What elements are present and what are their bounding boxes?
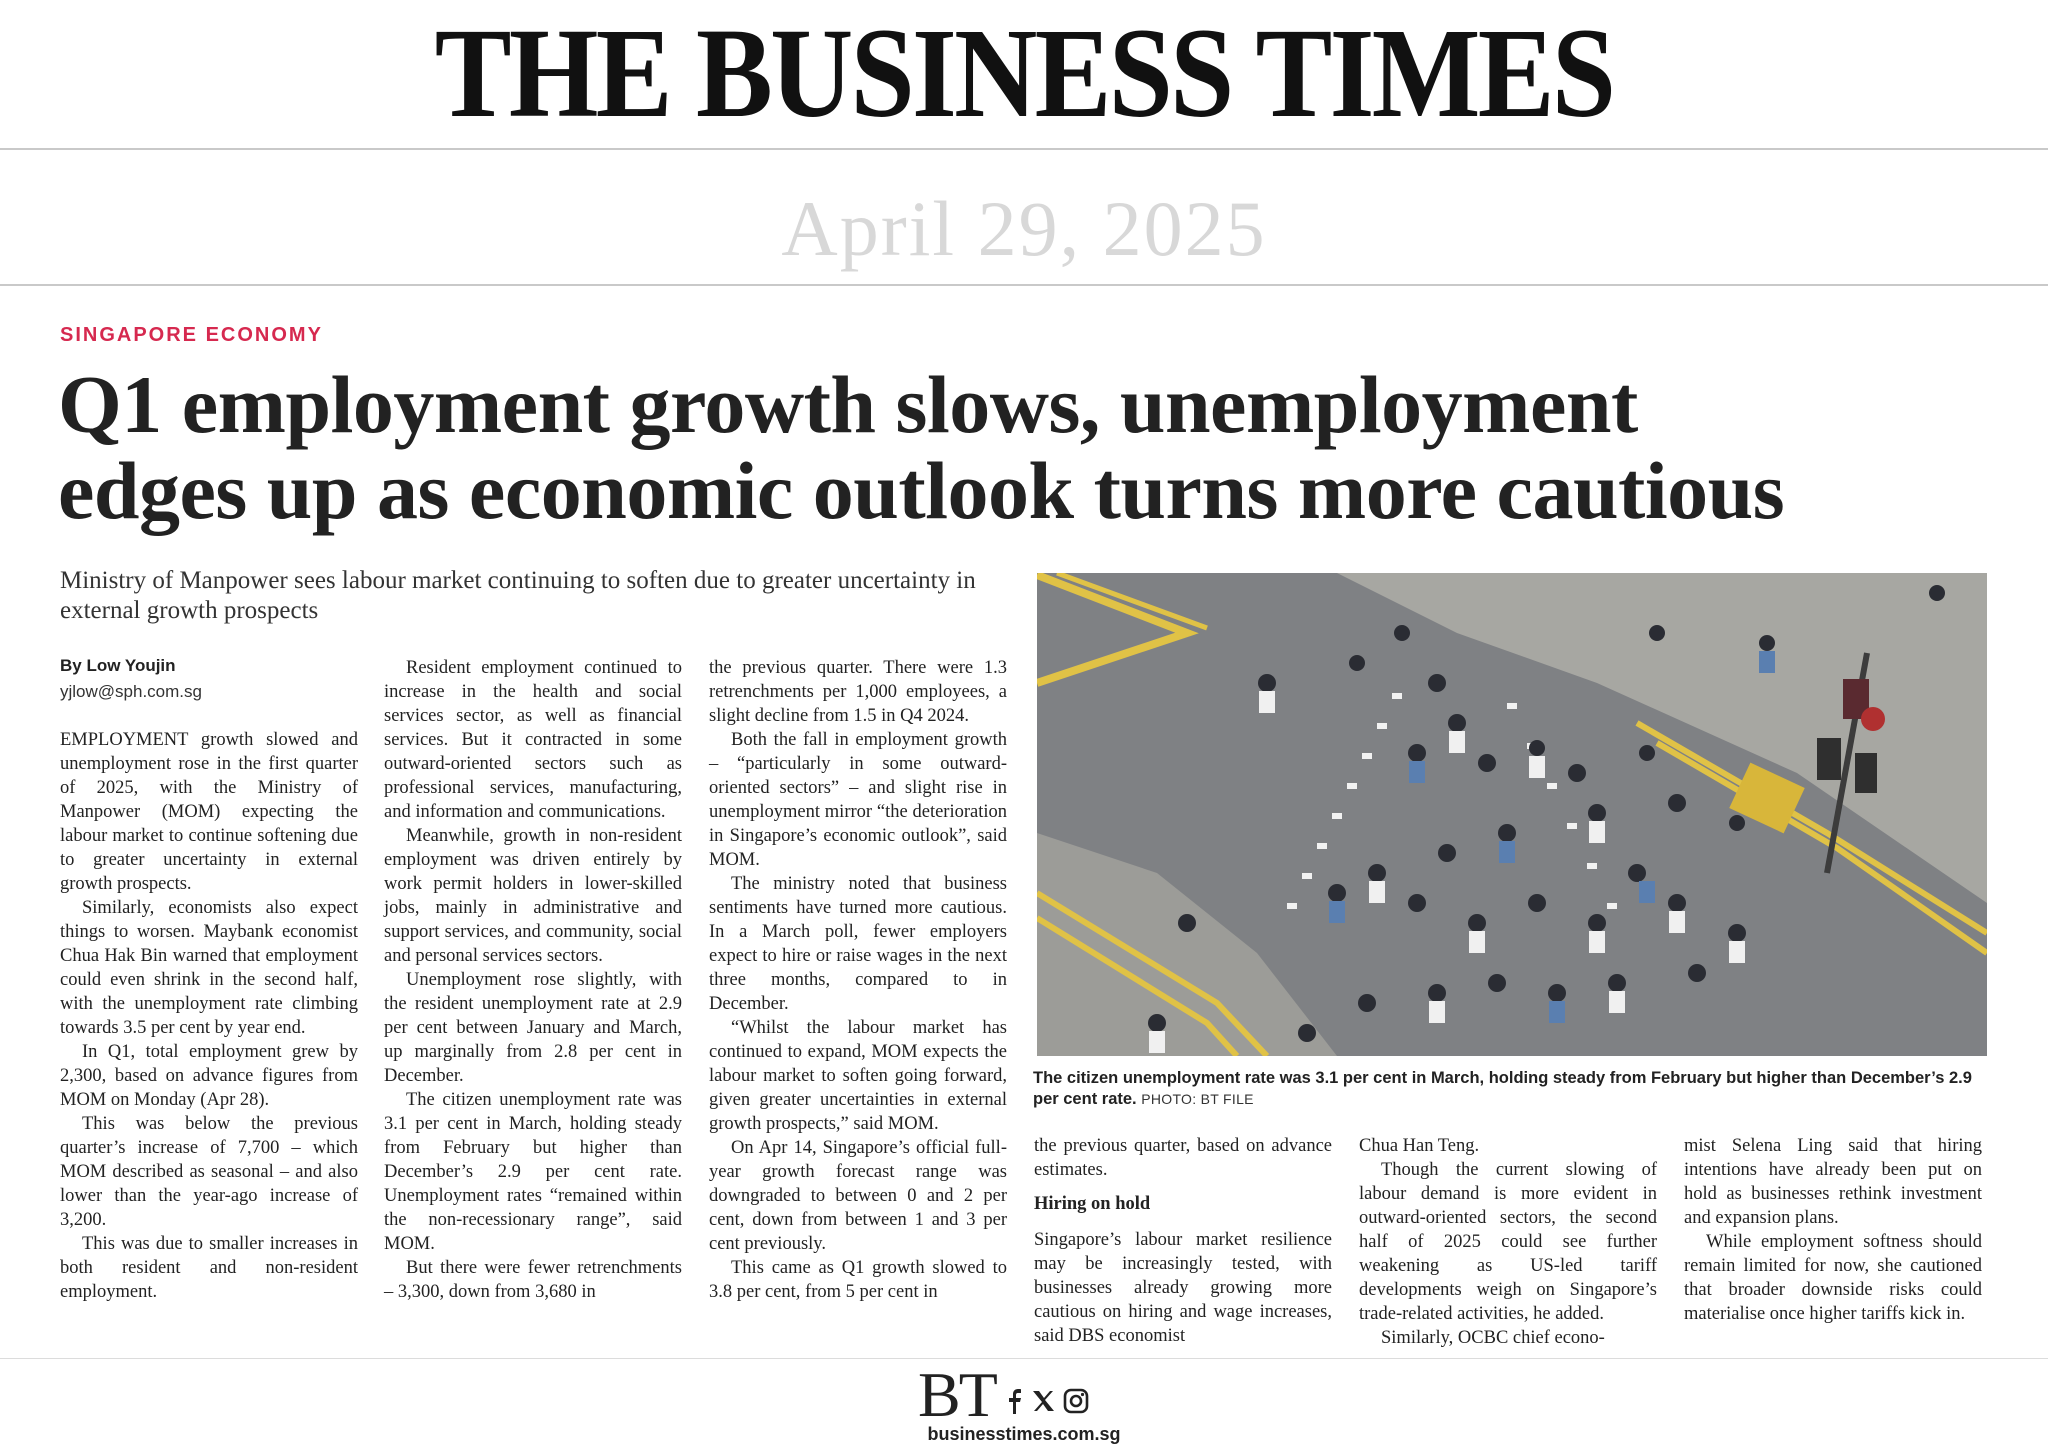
paragraph: The ministry noted that business sentiments have turned more cautious. In a March poll, fewer employers expect to hire or raise wages in the next three months, compared to in December. (709, 874, 1007, 1014)
paragraph: Similarly, OCBC chief econo- (1381, 1328, 1605, 1348)
paragraph: Meanwhile, growth in non-resident employment was driven entirely by work permit holders in lower-skilled jobs, mainly in administrative and support services, and community, social and personal services sectors. (384, 826, 682, 966)
masthead-rule (0, 148, 2048, 150)
masthead-title: THE BUSINESS TIMES (434, 2, 1614, 144)
photo-credit: PHOTO: BT FILE (1141, 1091, 1254, 1107)
paragraph: the previous quarter, based on advance estimates. (1034, 1136, 1332, 1180)
article-photo (1037, 573, 1987, 1056)
paragraph: In Q1, total employment grew by 2,300, based on advance figures from MOM on Monday (Apr 28). (60, 1042, 358, 1110)
facebook-icon[interactable] (1005, 1388, 1023, 1419)
article-column-4 (1034, 1134, 1332, 1348)
paragraph: Singapore’s labour market resilience may be increasingly tested, with businesses already growing more cautious on hiring and wage increases, said DBS economist (1034, 1230, 1332, 1346)
website-url[interactable]: businesstimes.com.sg (927, 1424, 1121, 1444)
article-column-5 (1359, 1134, 1657, 1350)
bt-logo: BT (918, 1359, 996, 1430)
section-kicker: SINGAPORE ECONOMY (60, 324, 323, 346)
paragraph: “Whilst the labour market has continued to expand, MOM expects the labour market to soften going forward, given greater uncertainties in external growth prospects,” said MOM. (709, 1018, 1007, 1134)
author-email: yjlow@sph.com.sg (60, 682, 202, 701)
article-column-2 (384, 656, 682, 1304)
article-column-1 (60, 728, 358, 1304)
subheading: Hiring on hold (1034, 1194, 1151, 1214)
paragraph: Unemployment rose slightly, with the resident unemployment rate at 2.9 per cent between January and March, up marginally from 2.8 per cent in December. (384, 970, 682, 1086)
byline: By Low Youjin (60, 656, 176, 675)
paragraph: Resident employment continued to increase in the health and social services sector, as well as financial services. But it contracted in some outward-oriented sectors such as professional services, manufacturing, and information and communications. (384, 658, 682, 822)
headline (58, 359, 2018, 536)
paragraph: But there were fewer retrenchments – 3,300, down from 3,680 in (384, 1258, 682, 1302)
paragraph: Similarly, economists also expect things to worsen. Maybank economist Chua Hak Bin warned that employment could even shrink in the second half, with the unemployment rate climbing towards 3.5 per cent by year end. (60, 898, 358, 1038)
footer (0, 1360, 2048, 1450)
paragraph: Though the current slowing of labour demand is more evident in outward-oriented sectors, the second half of 2025 could see further weakening as US-led tariff developments weigh on Singapore’s trade-related activities, he added. (1359, 1160, 1657, 1324)
publication-date: April 29, 2025 (781, 185, 1267, 272)
paragraph: The citizen unemployment rate was 3.1 per cent in March, holding steady from February but higher than December’s 2.9 per cent rate. Unemployment rates “remained within the non-recessionary range”, said MOM. (384, 1090, 682, 1254)
caption-text: The citizen unemployment rate was 3.1 per cent in March, holding steady from February but higher than December’s 2.9 per cent rate. (1033, 1069, 1972, 1108)
paragraph: On Apr 14, Singapore’s official full-year growth forecast range was downgraded to between 0 and 2 per cent, down from between 1 and 3 per cent previously. (709, 1138, 1007, 1254)
photo-caption (1033, 1068, 1993, 1110)
paragraph: the previous quarter. There were 1.3 retrenchments per 1,000 employees, a slight decline from 1.5 in Q4 2024. (709, 658, 1007, 726)
standfirst: Ministry of Manpower sees labour market continuing to soften due to greater uncertainty in external growth prospects (60, 567, 976, 624)
paragraph: While employment softness should remain limited for now, she cautioned that broader downside risks could materialise once higher tariffs kick in. (1684, 1232, 1982, 1324)
headline-line-1: Q1 employment growth slows, unemployment (58, 359, 1638, 450)
footer-rule (0, 1358, 2048, 1359)
paragraph: This was due to smaller increases in both resident and non-resident employment. (60, 1234, 358, 1302)
street-crossing-illustration (1037, 573, 1987, 1056)
paragraph: Chua Han Teng. (1359, 1136, 1480, 1156)
paragraph: This was below the previous quarter’s increase of 7,700 – which MOM described as seasonal – and also lower than the year-ago increase of 3,200. (60, 1114, 358, 1230)
paragraph: mist Selena Ling said that hiring intentions have already been put on hold as businesses rethink investment and expansion plans. (1684, 1136, 1982, 1228)
paragraph: Both the fall in employment growth – “particularly in some outward-oriented sectors” – and slight rise in unemployment mirror “the deterioration in Singapore’s economic outlook”, said MOM. (709, 730, 1007, 870)
paragraph: This came as Q1 growth slowed to 3.8 per cent, from 5 per cent in (709, 1258, 1007, 1302)
article-column-6 (1684, 1134, 1982, 1326)
x-icon[interactable] (1031, 1389, 1055, 1418)
headline-line-2: edges up as economic outlook turns more cautious (58, 445, 1785, 536)
date-rule (0, 284, 2048, 286)
paragraph: EMPLOYMENT growth slowed and unemployment rose in the first quarter of 2025, with the Ministry of Manpower (MOM) expecting the labour market to continue softening due to greater uncertainty in external growth prospects. (60, 730, 358, 894)
article-column-3 (709, 656, 1007, 1304)
masthead (0, 0, 2048, 148)
social-icons (1005, 1388, 1089, 1419)
instagram-icon[interactable] (1063, 1388, 1089, 1419)
